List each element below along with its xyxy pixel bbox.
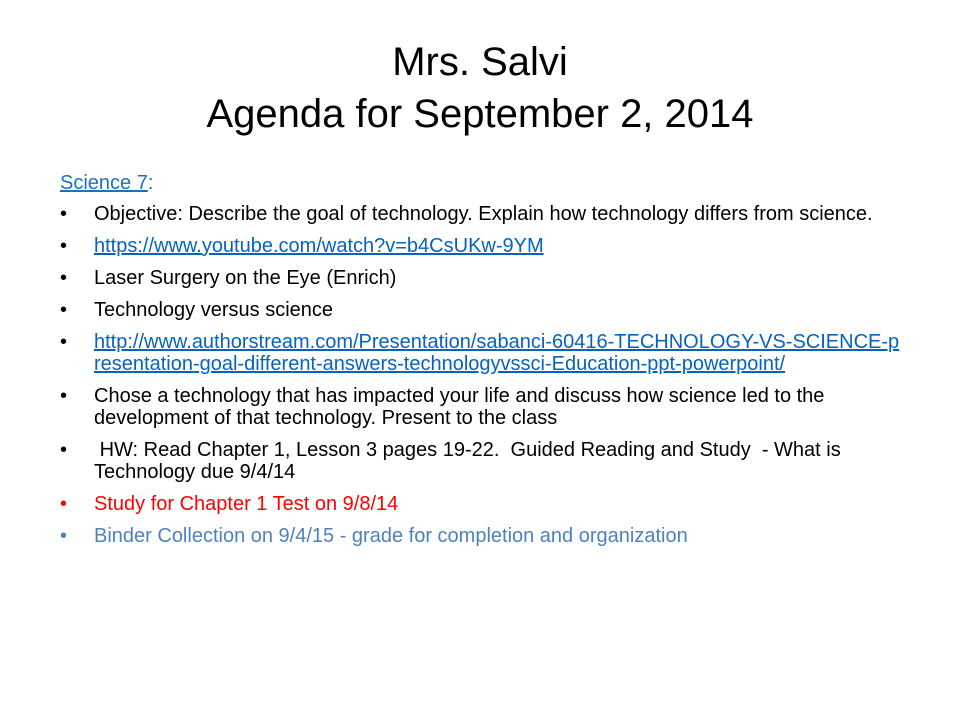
- list-item-binder: [60, 525, 900, 547]
- section-colon: :: [147, 172, 154, 194]
- authorstream-link[interactable]: http://www.authorstream.com/Presentation/sabanci-60416-TECHNOLOGY-VS-SCIENCE-presentation-goal-different-answers-technologyvssci-Education-ppt-powerpoint/: [94, 331, 900, 375]
- agenda-list: [60, 203, 900, 547]
- list-item-laser: [60, 267, 900, 289]
- bullet-icon: •: [60, 331, 68, 353]
- title-line-agenda: Agenda for September 2, 2014: [206, 92, 754, 136]
- slide-title: [60, 36, 900, 140]
- list-item-tech-vs-science: [60, 299, 900, 321]
- section-heading: [60, 172, 900, 196]
- bullet-icon: •: [60, 203, 68, 225]
- list-item-objective: [60, 203, 900, 225]
- bullet-icon: •: [60, 525, 68, 547]
- bullet-icon: •: [60, 439, 68, 461]
- slide-content: [60, 172, 900, 557]
- tech-vs-science-text: Technology versus science: [94, 299, 334, 321]
- laser-text: Laser Surgery on the Eye (Enrich): [94, 267, 397, 289]
- list-item-test: [60, 493, 900, 515]
- activity-text: Chose a technology that has impacted your life and discuss how science led to the development of that technology. Present to the class: [94, 385, 825, 429]
- objective-text: Objective: Describe the goal of technology. Explain how technology differs from science.: [94, 203, 873, 225]
- list-item-activity: [60, 385, 900, 429]
- bullet-icon: •: [60, 385, 68, 407]
- bullet-icon: •: [60, 267, 68, 289]
- list-item-authorstream: [60, 331, 900, 375]
- test-text: Study for Chapter 1 Test on 9/8/14: [94, 493, 399, 515]
- section-link-science7[interactable]: Science 7: [60, 172, 148, 194]
- bullet-icon: •: [60, 299, 68, 321]
- homework-text: HW: Read Chapter 1, Lesson 3 pages 19-22. Guided Reading and Study - What is Technology due 9/4/14: [94, 439, 846, 483]
- bullet-icon: •: [60, 235, 68, 257]
- title-line-teacher: Mrs. Salvi: [392, 40, 568, 84]
- binder-text: Binder Collection on 9/4/15 - grade for completion and organization: [94, 525, 688, 547]
- bullet-icon: •: [60, 493, 68, 515]
- youtube-link[interactable]: https://www.youtube.com/watch?v=b4CsUKw-9YM: [94, 235, 544, 257]
- list-item-youtube: [60, 235, 900, 257]
- list-item-homework: [60, 439, 900, 483]
